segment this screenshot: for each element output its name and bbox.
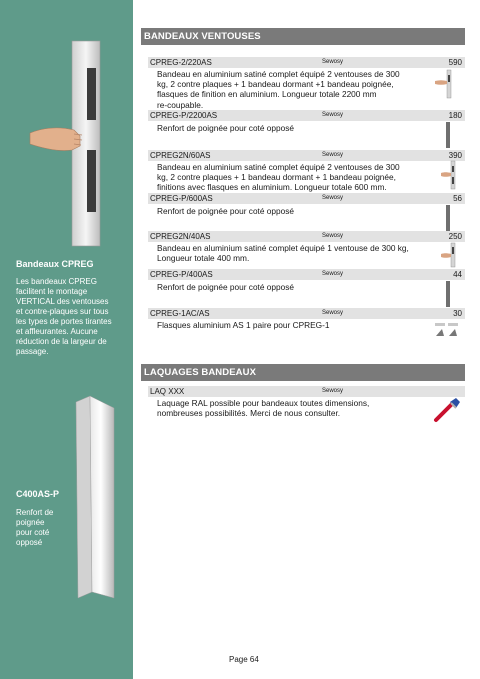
- product-description: Laquage RAL possible pour bandeaux toutes dimensions, nombreuses possibilités. Merci de nous consulter.: [157, 398, 370, 419]
- product-ref: CPREG-P/600AS: [150, 194, 213, 203]
- page-number: Page 64: [229, 655, 259, 664]
- product1-description: Les bandeaux CPREG facilitent le montage VERTICAL des ventouses et contre-plaques sur tous les types de portes tirantes et affleurantes. Aucune réduction de la largeur de passage.: [16, 277, 112, 356]
- brand-label: Sewosy: [322, 310, 344, 316]
- product-description: Renfort de poignée pour coté opposé: [157, 282, 294, 292]
- brand-label: Sewosy: [322, 195, 344, 201]
- product-number: 250: [448, 232, 462, 241]
- product-ref: CPREG-P/400AS: [150, 270, 213, 279]
- product-number: 590: [448, 58, 462, 67]
- product1-title: Bandeaux CPREG: [16, 259, 94, 269]
- product-description: Bandeau en aluminium satiné complet équipé 2 ventouses de 300 kg, 2 contre plaques + 1 bandeau dormant +1 bandeau poignée, flasques de finition en aluminium. Longueur totale 2200 mm re-coupable.: [157, 69, 400, 110]
- ref-bar: [148, 308, 465, 319]
- product-ref: CPREG-1AC/AS: [150, 309, 210, 318]
- product2-description: Renfort de poignée pour coté opposé: [16, 508, 54, 547]
- product-number: 30: [453, 309, 462, 318]
- section-header-laquages: LAQUAGES BANDEAUX: [141, 364, 465, 381]
- brand-label: Sewosy: [322, 388, 344, 394]
- ref-bar: [148, 193, 465, 204]
- paint-brush-icon: [432, 396, 462, 429]
- cpreg-bar-photo: [28, 38, 108, 248]
- product-ref: CPREG2N/60AS: [150, 151, 211, 160]
- product-ref: CPREG-P/2200AS: [150, 111, 218, 120]
- end-cap-thumbnail: [433, 321, 463, 344]
- product-number: 390: [448, 151, 462, 160]
- product-number: 56: [453, 194, 462, 203]
- brand-label: Sewosy: [322, 271, 344, 277]
- product-description: Bandeau en aluminium satiné complet équipé 1 ventouse de 300 kg, Longueur totale 400 mm.: [157, 243, 409, 264]
- product-description: Bandeau en aluminium satiné complet équipé 2 ventouses de 300 kg, 2 contre plaques + 1 bandeau dormant + 1 bandeau poignée, finitions avec flasques en aluminium. Longueur totale 600 mm.: [157, 162, 400, 193]
- brand-label: Sewosy: [322, 59, 344, 65]
- product-number: 180: [448, 111, 462, 120]
- brand-label: Sewosy: [322, 233, 344, 239]
- ref-bar: [148, 386, 465, 397]
- brand-label: Sewosy: [322, 112, 344, 118]
- product2-title: C400AS-P: [16, 489, 60, 499]
- sidebar: [0, 0, 133, 679]
- product-description: Renfort de poignée pour coté opposé: [157, 123, 294, 133]
- section-header-bandeaux: BANDEAUX VENTOUSES: [141, 28, 465, 45]
- brand-label: Sewosy: [322, 152, 344, 158]
- product-ref: LAQ XXX: [150, 387, 185, 396]
- product-description: Renfort de poignée pour coté opposé: [157, 206, 294, 216]
- product-description: Flasques aluminium AS 1 paire pour CPREG-1: [157, 320, 330, 330]
- bar-thumbnail: [437, 160, 459, 195]
- ref-bar: [148, 57, 465, 68]
- product-ref: CPREG2N/40AS: [150, 232, 211, 241]
- reinforcement-thumbnail: [444, 122, 452, 153]
- c400as-profile-photo: [70, 392, 120, 602]
- ref-bar: [148, 110, 465, 121]
- ref-bar: [148, 269, 465, 280]
- product-ref: CPREG-2/220AS: [150, 58, 212, 67]
- product-number: 44: [453, 270, 462, 279]
- ref-bar: [148, 231, 465, 242]
- ref-bar: [148, 150, 465, 161]
- bar-thumbnail: [433, 69, 455, 104]
